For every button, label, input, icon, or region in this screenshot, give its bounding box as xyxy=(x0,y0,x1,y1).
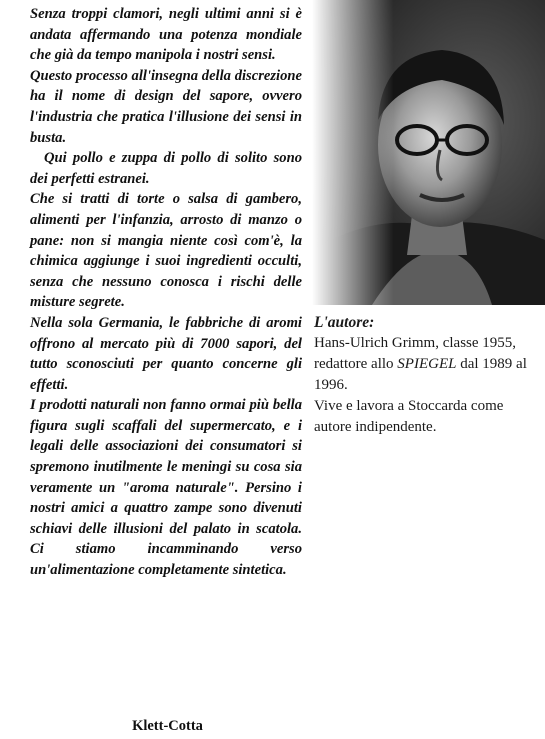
author-photo xyxy=(312,0,545,305)
author-bio xyxy=(314,333,536,396)
blurb-paragraph: Che si tratti di torte o salsa di gambero, alimenti per l'infanzia, arrosto di manzo o pane: non si mangia niente così com'è, la chimica aggiunge i suoi ingredienti occulti, senza che nessuno conosca i rischi delle misture segrete. xyxy=(30,191,302,311)
magazine-name: SPIEGEL xyxy=(397,356,457,372)
publisher-name: Klett-Cotta xyxy=(132,718,203,734)
author-bio-text: Hans-Ulrich Grimm, classe 1955, redattore allo xyxy=(314,335,517,372)
author-caption xyxy=(314,312,536,438)
author-heading: L'autore: xyxy=(314,314,375,331)
author-bio-residence: Vive e lavora a Stoccarda come autore indipendente. xyxy=(314,398,504,435)
blurb-paragraph: Questo processo all'insegna della discrezione ha il nome di design del sapore, ovvero l'industria che pratica l'illusione dei sensi in busta. xyxy=(30,67,302,146)
blurb-paragraph: Qui pollo e zuppa di pollo di solito sono dei perfetti estranei. xyxy=(30,150,302,187)
blurb-paragraph: Senza troppi clamori, negli ultimi anni si è andata affermando una potenza mondiale che già da tempo manipola i nostri sensi. xyxy=(30,6,302,64)
blurb-column xyxy=(30,4,302,581)
blurb-paragraph: Nella sola Germania, le fabbriche di aromi offrono al mercato più di 7000 sapori, del tutto sconosciuti per quanto concerne gli effetti. xyxy=(30,314,302,393)
author-bio-text: dal 1989 al 1996. xyxy=(314,356,527,393)
blurb-paragraph: I prodotti naturali non fanno ormai più bella figura sugli scaffali del supermercato, e i legali delle associazioni dei consumatori si spremono inutilmente le meningi su cosa sia veramente un "aroma naturale". Persino i nostri amici a quattro zampe sono divenuti schiavi delle illusioni del palato in scatola. Ci stiamo incamminando verso un'alimentazione completamente sintetica. xyxy=(30,397,302,579)
